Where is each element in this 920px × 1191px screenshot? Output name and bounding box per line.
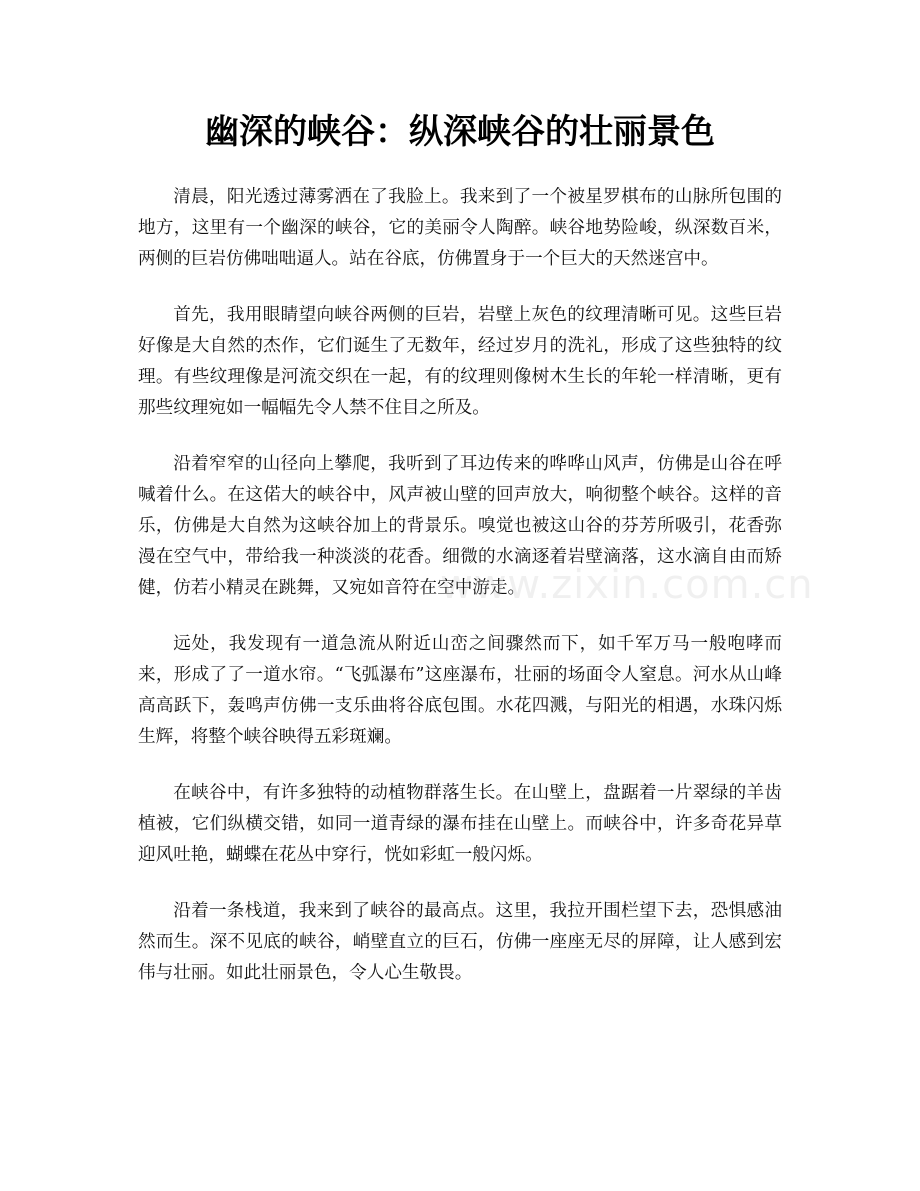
paragraph-3: 沿着窄窄的山径向上攀爬，我听到了耳边传来的哗哗山风声，仿佛是山谷在呼喊着什么。在这偌大的峡谷中，风声被山壁的回声放大，响彻整个峡谷。这样的音乐，仿佛是大自然为这峡谷加上的背景乐。嗅觉也被这山谷的芬芳所吸引，花香弥漫在空气中，带给我一种淡淡的花香。细微的水滴逐着岩壁滴落，这水滴自由而矫健，仿若小精灵在跳舞，又宛如音符在空中游走。 [138,454,782,598]
watermark: www.zixin.com.cn [440,562,814,608]
paragraph-1: 清晨，阳光透过薄雾洒在了我脸上。我来到了一个被星罗棋布的山脉所包围的地方，这里有一个幽深的峡谷，它的美丽令人陶醉。峡谷地势险峻，纵深数百米，两侧的巨岩仿佛咄咄逼人。站在谷底，仿佛置身于一个巨大的天然迷宫中。 [138,187,782,269]
paragraph-2: 首先，我用眼睛望向峡谷两侧的巨岩，岩壁上灰色的纹理清晰可见。这些巨岩好像是大自然的杰作，它们诞生了无数年，经过岁月的洗礼，形成了这些独特的纹理。有些纹理像是河流交织在一起，有的纹理则像树木生长的年轮一样清晰，更有那些纹理宛如一幅幅先令人禁不住目之所及。 [138,305,782,418]
paragraph-5: 在峡谷中，有许多独特的动植物群落生长。在山壁上，盘踞着一片翠绿的羊齿植被，它们纵横交错，如同一道青绿的瀑布挂在山壁上。而峡谷中，许多奇花异草迎风吐艳，蝴蝶在花丛中穿行，恍如彩虹一般闪烁。 [138,783,782,865]
paragraph-6: 沿着一条栈道，我来到了峡谷的最高点。这里，我拉开围栏望下去，恐惧感油然而生。深不见底的峡谷，峭壁直立的巨石，仿佛一座座无尽的屏障，让人感到宏伟与壮丽。如此壮丽景色，令人心生敬畏。 [138,901,782,983]
document-title: 幽深的峡谷：纵深峡谷的壮丽景色 [205,112,715,152]
paragraph-4: 远处，我发现有一道急流从附近山峦之间骤然而下，如千军万马一般咆哮而来，形成了了一道水帘。“飞弧瀑布”这座瀑布，壮丽的场面令人窒息。河水从山峰高高跃下，轰鸣声仿佛一支乐曲将谷底包围。水花四溅，与阳光的相遇，水珠闪烁生辉，将整个峡谷映得五彩斑斓。 [138,634,782,747]
